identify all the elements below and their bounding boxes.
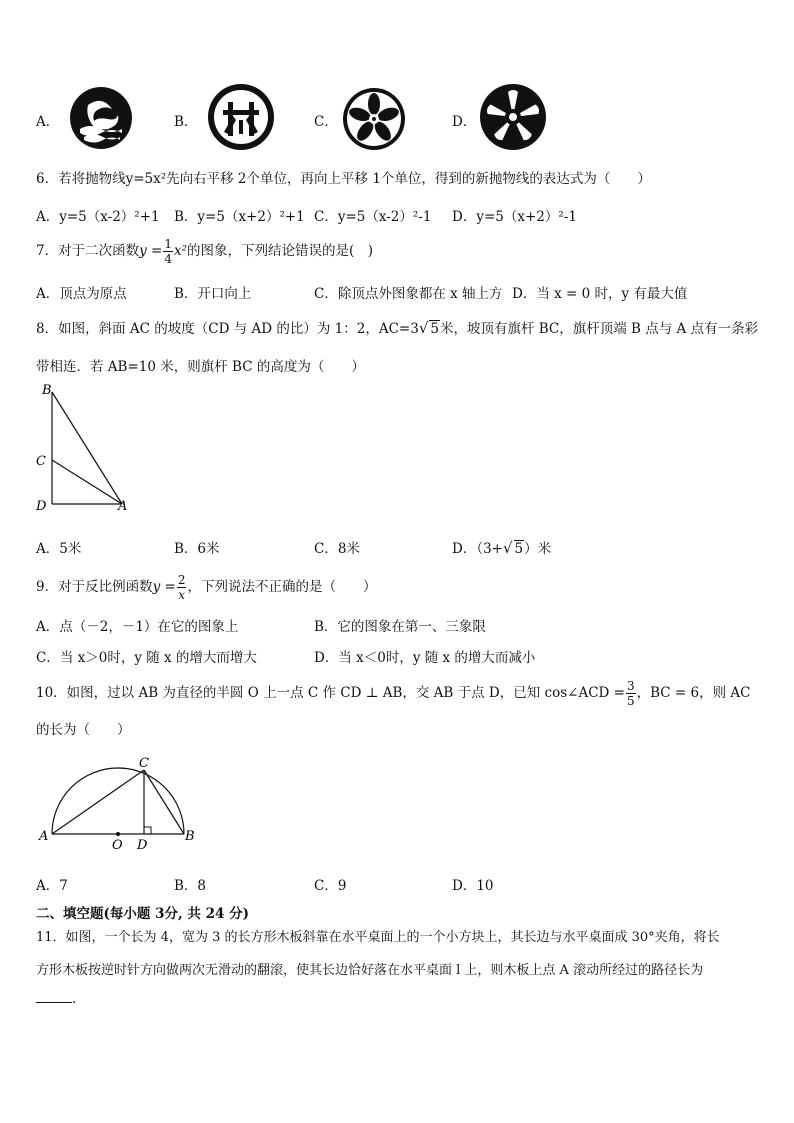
q10-chord-ac xyxy=(52,770,144,834)
q7-frac-num: 1 xyxy=(164,237,172,251)
q7-option-d: D．当 x = 0 时，y 有最大值 xyxy=(512,286,688,302)
q8-option-d-sqrt: 5 xyxy=(514,541,524,557)
q11-line3-suffix: . xyxy=(72,991,77,1007)
q10-label-c: C xyxy=(139,756,149,771)
q9-option-b: B．它的图象在第一、三象限 xyxy=(314,619,486,635)
q10-label-o: O xyxy=(112,838,123,853)
q7-option-c: C．除顶点外图象都在 x 轴上方 xyxy=(314,286,503,302)
flower-emblem-icon xyxy=(341,86,407,152)
q8-line1: 8．如图，斜面 AC 的坡度（CD 与 AD 的比）为 1：2，AC=3√ 5米，坡顶有旗杆 BC，旗杆顶端 B 点与 A 点有一条彩 xyxy=(36,319,759,337)
q5-option-b-label: B． xyxy=(174,114,198,130)
q11-line2: 方形木板按逆时针方向做两次无滑动的翻滚，使其长边恰好落在水平桌面 l 上，则木板上点 A 滚动所经过的路径长为 xyxy=(36,963,704,978)
section2-title: 二、填空题(每小题 3分, 共 24 分) xyxy=(36,906,249,922)
q10-line1-a: 10．如图，过以 AB 为直径的半圆 O 上一点 C 作 CD ⊥ AB，交 AB 于点 D，已知 cos∠ACD = xyxy=(36,685,625,701)
q10-option-d: D．10 xyxy=(452,878,494,894)
q10-frac-num: 3 xyxy=(626,679,635,693)
q10-fraction xyxy=(626,680,636,707)
hands-pinwheel-emblem-icon xyxy=(478,82,548,152)
q9-frac-den: x xyxy=(178,588,186,602)
q10-chord-bc xyxy=(144,770,184,834)
q7-func-rest: x² xyxy=(173,243,187,259)
q6-option-a: A．y=5（x-2）²+1 xyxy=(36,209,160,225)
q11-line1: 11．如图，一个长为 4，宽为 3 的长方形木板斜靠在水平桌面上的一个小方块上，其长边与水平桌面成 30°夹角，将长 xyxy=(36,930,720,945)
q10-label-d: D xyxy=(137,838,148,853)
q8-label-c: C xyxy=(36,454,46,469)
pku-seal-emblem-icon xyxy=(206,82,276,152)
q8-label-a: A xyxy=(118,499,128,514)
q10-right-angle-mark xyxy=(144,827,151,834)
q11-line3 xyxy=(36,990,76,1007)
q10-line1-b: ，BC = 6，则 AC xyxy=(636,685,751,701)
q8-label-d: D xyxy=(36,499,47,514)
q8-line-ca xyxy=(52,460,122,504)
q8-option-c: C．8米 xyxy=(314,541,360,557)
q10-option-a: A．7 xyxy=(36,878,68,894)
q8-figure xyxy=(34,382,134,514)
q10-center-o xyxy=(116,832,120,836)
q6-option-b: B．y=5（x+2）²+1 xyxy=(174,209,305,225)
q8-option-d-b: ）米 xyxy=(524,541,552,557)
q8-line-ba xyxy=(52,392,122,504)
q9-option-c: C．当 x＞0时，y 随 x 的增大而增大 xyxy=(36,650,257,666)
q7-func-lhs: y = xyxy=(139,243,163,259)
q8-option-b: B．6米 xyxy=(174,541,220,557)
q8-option-d-a: D．（3+ xyxy=(452,541,503,557)
q7-option-a: A．顶点为原点 xyxy=(36,286,127,302)
q10-semicircle xyxy=(52,768,184,834)
swan-wave-emblem-icon xyxy=(68,85,134,151)
q10-option-b: B．8 xyxy=(174,878,207,894)
q10-label-a: A xyxy=(39,829,49,844)
q8-sqrt-arg: 5 xyxy=(430,321,439,337)
q9-stem xyxy=(36,574,376,601)
q7-option-b: B．开口向上 xyxy=(174,286,252,302)
q6-stem: 6．若将抛物线y=5x²先向右平移 2个单位，再向上平移 1个单位，得到的新抛物线的表达式为（ ） xyxy=(36,171,651,187)
q8-line2: 带相连．若 AB=10 米，则旗杆 BC 的高度为（ ） xyxy=(36,359,365,375)
q9-option-d: D．当 x＜0时，y 随 x 的增大而减小 xyxy=(314,650,536,666)
q5-option-d-label: D． xyxy=(452,114,477,130)
q11-answer-blank xyxy=(36,990,72,1003)
q8-option-d: D．（3+√ 5）米 xyxy=(452,539,552,557)
q9-prefix: 9．对于反比例函数 xyxy=(36,579,153,595)
q10-line1 xyxy=(36,680,750,707)
q10-label-b: B xyxy=(185,829,195,844)
q6-option-c: C．y=5（x-2）²-1 xyxy=(314,209,432,225)
q8-label-b: B xyxy=(42,383,52,398)
q9-suffix: ，下列说法不正确的是（ ） xyxy=(187,579,377,595)
q8-line1-a: 8．如图，斜面 AC 的坡度（CD 与 AD 的比）为 1：2，AC=3 xyxy=(36,321,419,337)
q8-line1-b: 米，坡顶有旗杆 BC，旗杆顶端 B 点与 A 点有一条彩 xyxy=(439,321,759,337)
q7-prefix: 7．对于二次函数 xyxy=(36,243,140,259)
q9-fraction xyxy=(177,574,187,601)
q9-frac-num: 2 xyxy=(177,573,186,587)
q5-option-a-label: A． xyxy=(36,114,60,130)
q8-option-a: A．5米 xyxy=(36,541,82,557)
q10-line2: 的长为（ ） xyxy=(36,722,131,738)
q5-option-c-label: C． xyxy=(314,114,338,130)
q6-option-d: D．y=5（x+2）²-1 xyxy=(452,209,577,225)
q10-option-c: C．9 xyxy=(314,878,347,894)
q9-option-a: A．点（－2，－1）在它的图象上 xyxy=(36,619,239,635)
q10-figure xyxy=(36,756,206,856)
q7-stem xyxy=(36,238,373,265)
q9-func-lhs: y = xyxy=(152,579,176,595)
q7-fraction xyxy=(163,238,173,265)
q7-frac-den: 4 xyxy=(164,252,172,266)
q7-suffix: 的图象，下列结论错误的是( ) xyxy=(187,243,374,259)
q10-frac-den: 5 xyxy=(626,694,635,708)
